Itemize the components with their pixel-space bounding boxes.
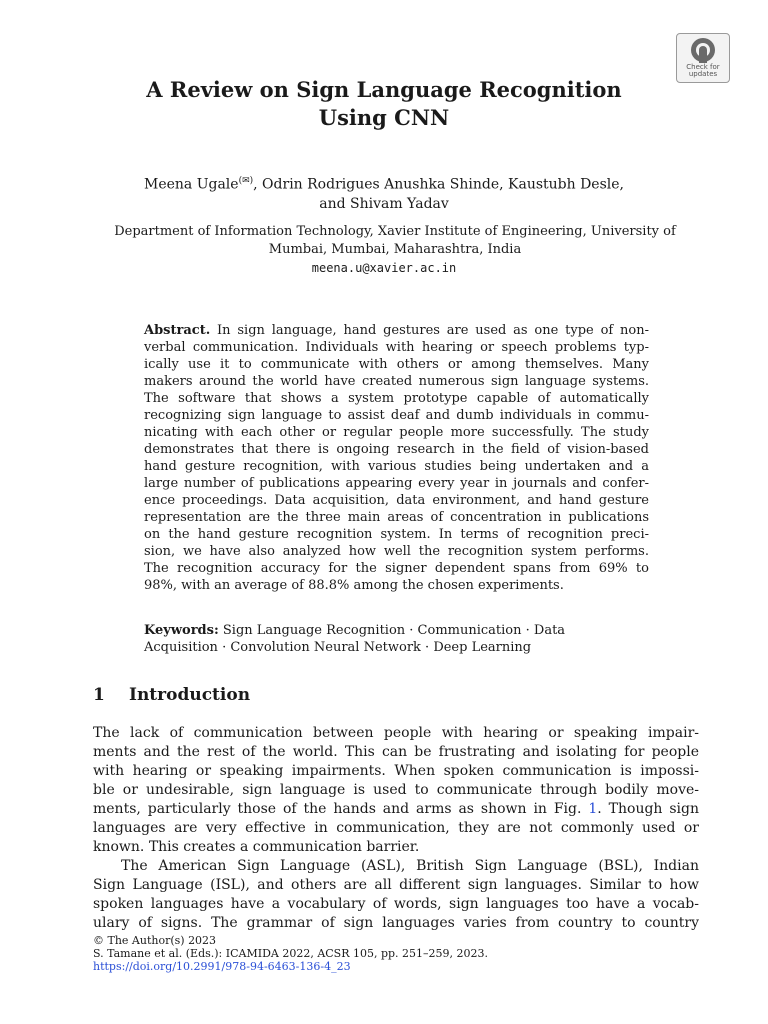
- check-for-updates-badge[interactable]: [676, 33, 730, 83]
- abstract-line: 98%, with an average of 88.8% among the chosen experiments.: [144, 578, 564, 593]
- envelope-icon[interactable]: (✉): [238, 176, 254, 186]
- abstract: [144, 322, 649, 594]
- body-line: ble or undesirable, sign language is used to communicate through bodily move-: [93, 782, 699, 798]
- keywords: [144, 622, 649, 656]
- corresponding-author: Meena Ugale: [143, 176, 239, 193]
- abstract-line: representation are the three main areas of concentration in publications: [144, 510, 649, 525]
- affiliation: [88, 223, 702, 259]
- abstract-line: large number of publications appearing every year in journals and confer-: [144, 476, 649, 491]
- abstract-line: makers around the world have created numerous sign language systems.: [144, 374, 649, 389]
- body-line: The American Sign Language (ASL), British Sign Language (BSL), Indian: [121, 858, 699, 874]
- body-line: with hearing or speaking impairments. When spoken communication is impossi-: [93, 763, 699, 779]
- body-line: ments, particularly those of the hands and arms as shown in Fig. 1. Though sign: [93, 801, 699, 817]
- title-line-2: Using CNN: [318, 105, 450, 130]
- author-email[interactable]: meena.u@xavier.ac.in: [311, 261, 457, 275]
- badge-line-2: updates: [688, 70, 718, 78]
- abstract-line: nicating with each other or regular people more successfully. The study: [144, 425, 649, 440]
- abstract-label: Abstract.: [144, 323, 211, 338]
- body-line: Sign Language (ISL), and others are all different sign languages. Similar to how: [93, 877, 699, 893]
- abstract-line: The recognition accuracy for the signer dependent spans from 69% to: [144, 561, 649, 576]
- keywords-line-1: Keywords: Sign Language Recognition · Communication · Data: [144, 623, 566, 638]
- body-line: spoken languages have a vocabulary of words, sign languages too have a vocab-: [93, 896, 699, 912]
- abstract-line: sion, we have also analyzed how well the recognition system performs.: [144, 544, 649, 559]
- abstract-line: on the hand gesture recognition system. In terms of recognition preci-: [144, 527, 649, 542]
- abstract-line: ically use it to communicate with others or among themselves. Many: [144, 357, 649, 372]
- badge-line-1: Check for: [686, 63, 720, 71]
- abstract-line: Abstract. In sign language, hand gestures are used as one type of non-: [144, 323, 649, 338]
- crossmark-icon: [690, 37, 716, 63]
- abstract-line: verbal communication. Individuals with hearing or speech problems typ-: [144, 340, 649, 355]
- body-line: languages are very effective in communication, they are not commonly used or: [93, 820, 699, 836]
- body-line: known. This creates a communication barrier.: [93, 839, 420, 855]
- authors-line-2: and Shivam Yadav: [319, 195, 449, 212]
- abstract-line: demonstrates that there is ongoing research in the field of vision-based: [144, 442, 649, 457]
- section-title: Introduction: [129, 685, 251, 705]
- body-text: [93, 724, 699, 933]
- section-heading: [93, 684, 250, 706]
- co-authors: , Odrin Rodrigues Anushka Shinde, Kaustubh Desle,: [253, 176, 624, 193]
- body-line: The lack of communication between people with hearing or speaking impair-: [93, 725, 699, 741]
- authors-line-1: [110, 172, 658, 195]
- section-number: 1: [93, 685, 105, 705]
- affiliation-line-1: Department of Information Technology, Xavier Institute of Engineering, University of: [114, 224, 676, 239]
- abstract-line: The software that shows a system prototype capable of automatically: [144, 391, 649, 406]
- footer: [93, 934, 693, 973]
- copyright-notice: © The Author(s) 2023: [93, 934, 217, 947]
- abstract-line: hand gesture recognition, with various studies being undertaken and a: [144, 459, 649, 474]
- author-list: [110, 172, 658, 214]
- body-line: ulary of signs. The grammar of sign languages varies from country to country: [93, 915, 699, 931]
- abstract-line: ence proceedings. Data acquisition, data environment, and hand gesture: [144, 493, 649, 508]
- keywords-label: Keywords:: [144, 623, 219, 638]
- keywords-line-2: Acquisition · Convolution Neural Network · Deep Learning: [144, 640, 532, 655]
- body-line: ments and the rest of the world. This can be frustrating and isolating for people: [93, 744, 699, 760]
- paper-title: [100, 76, 668, 132]
- title-line-1: A Review on Sign Language Recognition: [146, 77, 622, 102]
- citation: S. Tamane et al. (Eds.): ICAMIDA 2022, ACSR 105, pp. 251–259, 2023.: [93, 947, 489, 960]
- affiliation-line-2: Mumbai, Mumbai, Maharashtra, India: [268, 242, 522, 257]
- doi-link[interactable]: https://doi.org/10.2991/978-94-6463-136-4_23: [93, 960, 351, 973]
- abstract-line: recognizing sign language to assist deaf and dumb individuals in commu-: [144, 408, 649, 423]
- figure-reference-link[interactable]: 1: [588, 801, 598, 817]
